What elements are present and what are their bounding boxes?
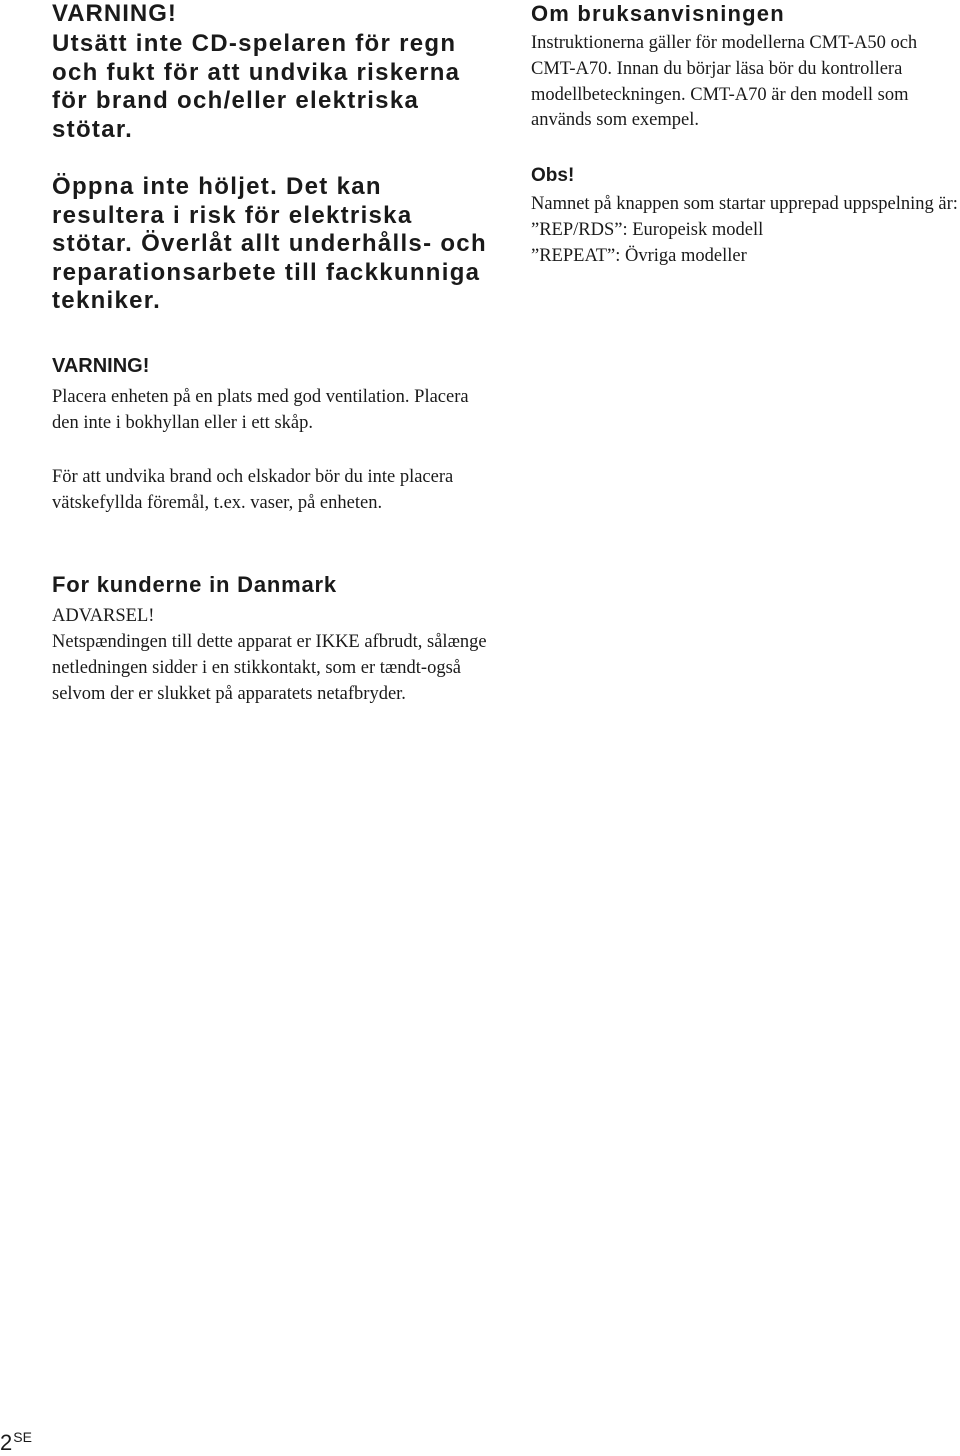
fire-safety-text: För att undvika brand och elskador bör du inte placera vätskefyllda föremål, t.ex. vaser, på enheten. xyxy=(52,467,454,513)
ventilation-warning-title: VARNING! xyxy=(52,355,150,377)
denmark-warning-label: ADVARSEL! xyxy=(52,606,155,626)
note-text xyxy=(531,192,960,269)
note-heading: Obs! xyxy=(531,165,575,186)
page-number xyxy=(0,1424,32,1456)
note-intro: Namnet på knappen som startar upprepad uppspelning är: xyxy=(531,194,958,214)
manual-about-heading: Om bruksanvisningen xyxy=(531,1,785,26)
warning-paragraph-casing: Öppna inte höljet. Det kan resultera i risk för elektriska stötar. Överlåt allt underhålls- och reparationsarbete till fackkunniga tekniker. xyxy=(52,173,487,314)
denmark-heading: For kunderne in Danmark xyxy=(52,572,337,597)
warning-text xyxy=(52,30,492,316)
manual-about-text: Instruktionerna gäller för modellerna CMT-A50 och CMT-A70. Innan du börjar läsa bör du kontrollera modellbeteckningen. CMT-A70 är den modell som används som exempel. xyxy=(531,33,918,131)
warning-paragraph-moisture: Utsätt inte CD-spelaren för regn och fukt för att undvika riskerna för brand och/eller elektriska stötar. xyxy=(52,30,461,143)
ventilation-warning-text: Placera enheten på en plats med god ventilation. Placera den inte i bokhyllan eller i ett skåp. xyxy=(52,387,469,433)
note-item-european-model: ”REP/RDS”: Europeisk modell xyxy=(531,219,764,240)
page-number-value: 2 xyxy=(0,1430,13,1455)
note-item-other-models: ”REPEAT”: Övriga modeller xyxy=(531,245,747,266)
denmark-warning-text: Netspændingen till dette apparat er IKKE afbrudt, sålænge netledningen sidder i en stikkontakt, som er tændt-også selvom der er slukket på apparatets netafbryder. xyxy=(52,632,487,704)
page-language-suffix: SE xyxy=(13,1429,32,1445)
warning-title: VARNING! xyxy=(52,0,177,27)
